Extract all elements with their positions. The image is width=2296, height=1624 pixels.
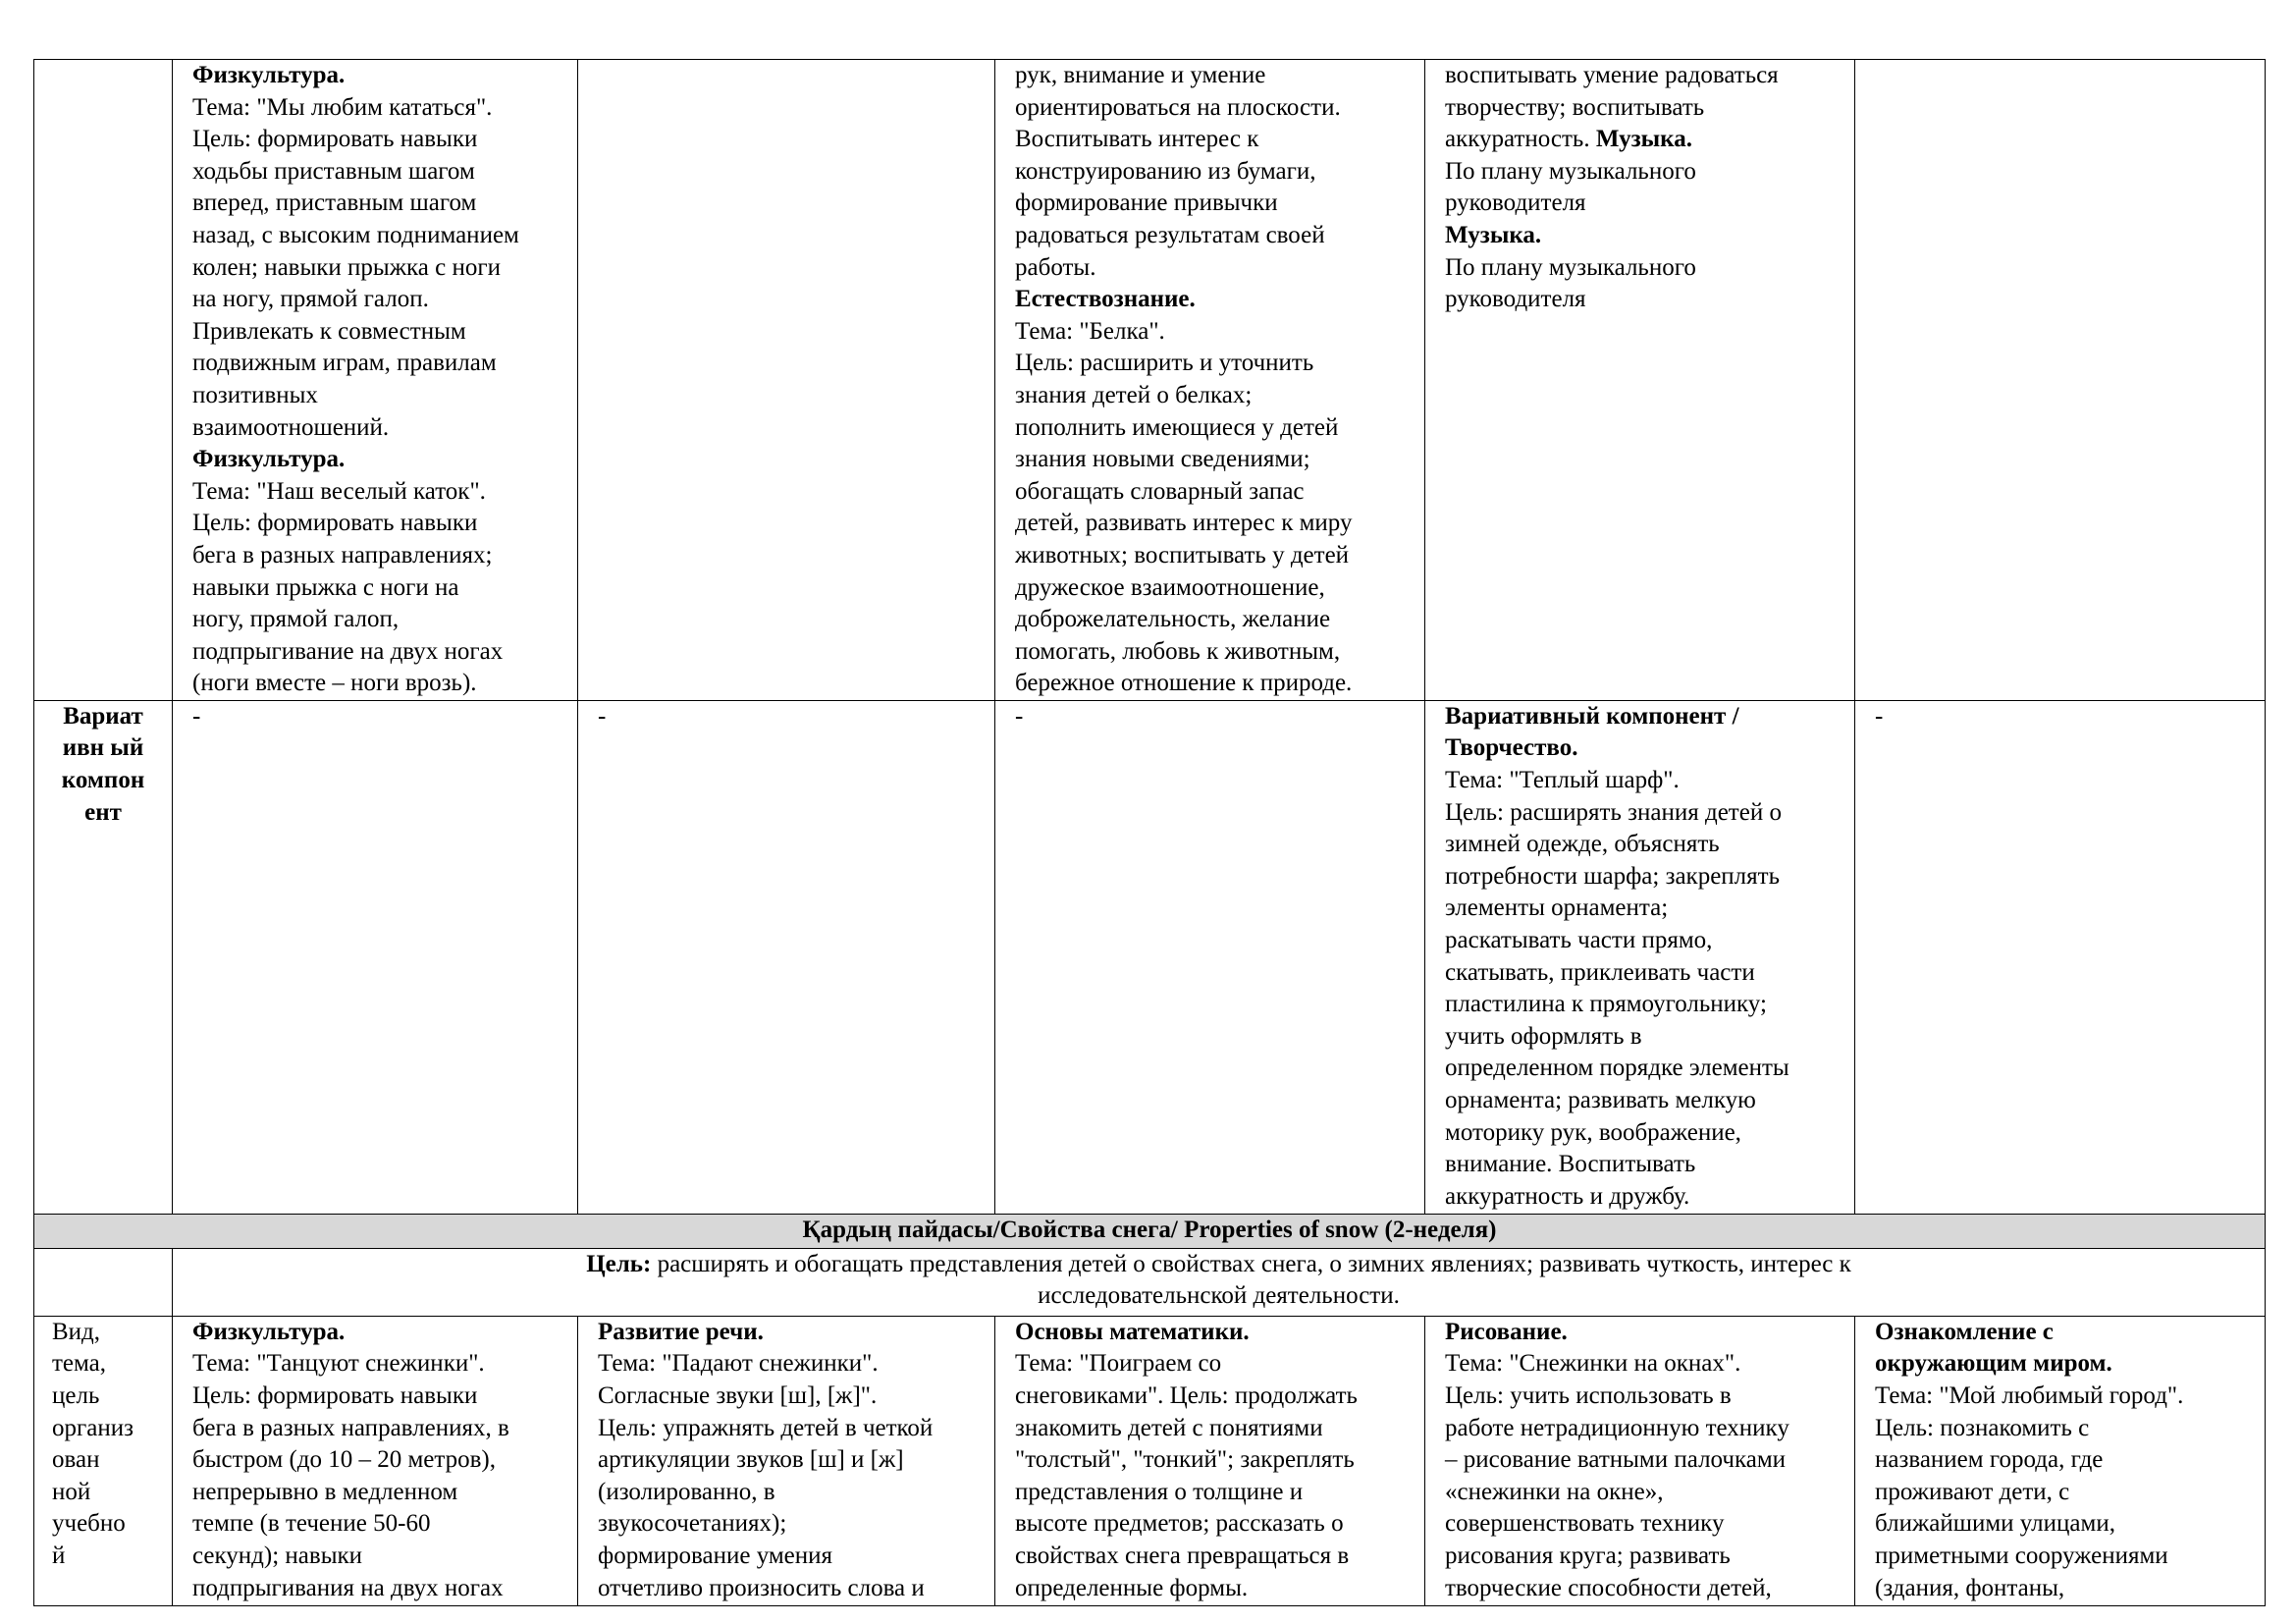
cell-variative-col1: - <box>173 700 578 1214</box>
continuation-row <box>34 60 2266 701</box>
cell-line: подвижным играм, правилам <box>192 350 497 377</box>
cell-line: работе нетрадиционную технику <box>1445 1414 1789 1441</box>
cell-line: вперед, приставным шагом <box>192 189 477 217</box>
cell-text-run: аккуратность. <box>1445 126 1596 153</box>
cell-line: Привлекать к совместным <box>192 317 466 345</box>
row-label-variative <box>34 700 173 1214</box>
goal-row <box>34 1248 2266 1316</box>
cell-line: Вариативный компонент / <box>1445 702 1739 730</box>
cell-line: Тема: "Снежинки на окнах". <box>1445 1350 1741 1378</box>
cell-line: ногу, прямой галоп, <box>192 606 400 633</box>
cell-line: формирование привычки <box>1015 189 1278 217</box>
cell-line: Тема: "Белка". <box>1015 317 1165 345</box>
cell-line: Физкультура. <box>192 1318 346 1345</box>
cell-variative-col4 <box>1425 700 1855 1214</box>
cell-text-run: По плану музыкального <box>1445 253 1696 281</box>
week-header: Қардың пайдасы/Свойства снега/ Properties of snow (2-неделя) <box>34 1214 2266 1248</box>
cell-line: (ноги вместе – ноги врозь). <box>192 670 477 697</box>
cell-line: Физкультура. <box>192 62 346 88</box>
cell-line: радоваться результатам своей <box>1015 221 1325 248</box>
cell-line: приметными сооружениями <box>1875 1543 2168 1570</box>
goal-line-2: исследовательнской деятельности. <box>1038 1282 1400 1310</box>
cell-line: знания детей о белках; <box>1015 381 1253 408</box>
cell-variative-col3: - <box>995 700 1425 1214</box>
cell-line: потребности шарфа; закреплять <box>1445 862 1780 890</box>
cell-continuation-col1 <box>173 60 578 701</box>
row-label-activities <box>34 1316 173 1605</box>
cell-line: свойствах снега превращаться в <box>1015 1543 1350 1570</box>
cell-line: внимание. Воспитывать <box>1445 1151 1696 1178</box>
cell-line: элементы орнамента; <box>1445 894 1669 922</box>
cell-line: Цель: упражнять детей в четкой <box>598 1414 934 1441</box>
cell-line: Цель: расширить и уточнить <box>1015 350 1314 377</box>
cell-line: непрерывно в медленном <box>192 1478 458 1505</box>
cell-line: орнамента; развивать мелкую <box>1445 1087 1756 1113</box>
cell-line: зимней одежде, объяснять <box>1445 831 1720 858</box>
cell-line <box>1445 188 1842 220</box>
cell-variative-col2: - <box>578 700 995 1214</box>
cell-line: бега в разных направлениях, в <box>192 1414 509 1441</box>
cell-line: творческие способности детей, <box>1445 1574 1772 1601</box>
cell-line: Естествознание. <box>1015 286 1196 313</box>
cell-line: обогащать словарный запас <box>1015 477 1305 505</box>
cell-line: Воспитывать интерес к <box>1015 126 1259 153</box>
cell-line: отчетливо произносить слова и <box>598 1574 925 1601</box>
cell-line: знания новыми сведениями; <box>1015 446 1310 473</box>
cell-continuation-col3 <box>995 60 1425 701</box>
cell-line: Тема: "Мы любим кататься". <box>192 93 493 121</box>
cell-activities-col1 <box>173 1316 578 1605</box>
cell-activities-col5 <box>1855 1316 2266 1605</box>
cell-line: определенные формы. <box>1015 1574 1249 1601</box>
goal-label: Цель: <box>586 1250 652 1277</box>
cell-line: представления о толщине и <box>1015 1478 1304 1505</box>
goal-label-empty <box>34 1248 173 1316</box>
cell-continuation-col2 <box>578 60 995 701</box>
cell-line: окружающим миром. <box>1875 1350 2112 1378</box>
cell-text-run: Музыка. <box>1595 126 1692 153</box>
cell-line: детей, развивать интерес к миру <box>1015 510 1353 537</box>
cell-line: звукосочетаниях); <box>598 1510 787 1538</box>
cell-line: формирование умения <box>598 1543 833 1570</box>
cell-line: бега в разных направлениях; <box>192 541 493 568</box>
cell-line <box>1445 252 1842 285</box>
cell-line: Цель: формировать навыки <box>192 126 478 153</box>
cell-line: секунд); навыки <box>192 1543 363 1570</box>
row-label-line: ной <box>52 1478 91 1505</box>
cell-line: совершенствовать технику <box>1445 1510 1725 1538</box>
weekly-plan-table <box>33 59 2266 1606</box>
cell-line: артикуляции звуков [ш] и [ж] <box>598 1446 904 1474</box>
cell-line: колен; навыки прыжка с ноги <box>192 253 501 281</box>
row-label-line: цель <box>52 1382 100 1410</box>
cell-text-run: руководителя <box>1445 189 1586 217</box>
cell-line <box>1445 124 1842 156</box>
cell-line: определенном порядке элементы <box>1445 1055 1789 1082</box>
row-label-line: й <box>52 1543 66 1570</box>
cell-line: животных; воспитывать у детей <box>1015 541 1350 568</box>
cell-line: Рисование. <box>1445 1318 1568 1345</box>
cell-line: взаимоотношений. <box>192 413 390 441</box>
cell-continuation-col4 <box>1425 60 1855 701</box>
cell-line: "толстый", "тонкий"; закреплять <box>1015 1446 1355 1474</box>
cell-line: позитивных <box>192 381 318 408</box>
cell-line: – рисование ватными палочками <box>1445 1446 1787 1474</box>
cell-line: учить оформлять в <box>1445 1022 1642 1050</box>
cell-line: «снежинки на окне», <box>1445 1478 1664 1505</box>
cell-line: Развитие речи. <box>598 1318 764 1345</box>
cell-line <box>1445 92 1842 125</box>
cell-line: названием города, где <box>1875 1446 2104 1474</box>
row-label-line: тема, <box>52 1350 107 1378</box>
cell-line: Цель: формировать навыки <box>192 510 478 537</box>
cell-line: снеговиками". Цель: продолжать <box>1015 1382 1358 1410</box>
cell-line <box>1445 156 1842 189</box>
cell-line: Творчество. <box>1445 734 1578 762</box>
cell-activities-col2 <box>578 1316 995 1605</box>
cell-line: дружеское взаимоотношение, <box>1015 573 1325 601</box>
row-label-line: Вид, <box>52 1318 101 1345</box>
cell-line: моторику рук, воображение, <box>1445 1118 1741 1146</box>
cell-line: высоте предметов; рассказать о <box>1015 1510 1344 1538</box>
cell-line: проживают дети, с <box>1875 1478 2070 1505</box>
cell-line: подпрыгивание на двух ногах <box>192 637 504 665</box>
cell-line: Ознакомление с <box>1875 1318 2054 1345</box>
cell-line: рисования круга; развивать <box>1445 1543 1731 1570</box>
row-label-empty <box>34 60 173 701</box>
cell-line: на ногу, прямой галоп. <box>192 286 429 313</box>
cell-line: скатывать, приклеивать части <box>1445 958 1755 986</box>
cell-line: Основы математики. <box>1015 1318 1250 1345</box>
cell-line: темпе (в течение 50-60 <box>192 1510 431 1538</box>
cell-line: ходьбы приставным шагом <box>192 157 475 185</box>
cell-variative-col5: - <box>1855 700 2266 1214</box>
cell-line: (изолированно, в <box>598 1478 775 1505</box>
cell-activities-col4 <box>1425 1316 1855 1605</box>
row-label-line: ент <box>84 798 122 826</box>
cell-text-run: Музыка. <box>1445 221 1542 248</box>
cell-text-run: творчеству; воспитывать <box>1445 93 1705 121</box>
cell-line: ориентироваться на плоскости. <box>1015 93 1341 121</box>
activities-row <box>34 1316 2266 1605</box>
cell-line: Цель: расширять знания детей о <box>1445 798 1782 826</box>
goal-line-1: расширять и обогащать представления детей о свойствах снега, о зимних явлениях; развивать чуткость, интерес к <box>651 1250 1851 1277</box>
cell-line: (здания, фонтаны, <box>1875 1574 2065 1601</box>
cell-line: Тема: "Поиграем со <box>1015 1350 1222 1378</box>
cell-line: назад, с высоким подниманием <box>192 221 519 248</box>
variative-row <box>34 700 2266 1214</box>
cell-line <box>1445 220 1842 252</box>
cell-line: конструированию из бумаги, <box>1015 157 1316 185</box>
cell-line: ближайшими улицами, <box>1875 1510 2115 1538</box>
goal-text <box>173 1248 2266 1316</box>
cell-line: Тема: "Танцуют снежинки". <box>192 1350 485 1378</box>
cell-line: работы. <box>1015 253 1096 281</box>
cell-line: Согласные звуки [ш], [ж]". <box>598 1382 878 1410</box>
cell-line: Цель: познакомить с <box>1875 1414 2090 1441</box>
cell-text-run: воспитывать умение радоваться <box>1445 62 1779 88</box>
cell-line: Тема: "Мой любимый город". <box>1875 1382 2184 1410</box>
cell-line: помогать, любовь к животным, <box>1015 637 1341 665</box>
cell-line: пополнить имеющиеся у детей <box>1015 413 1339 441</box>
cell-continuation-col5 <box>1855 60 2266 701</box>
cell-activities-col3 <box>995 1316 1425 1605</box>
cell-line: Физкультура. <box>192 446 346 473</box>
cell-line <box>1445 284 1842 316</box>
row-label-line: ивн ый <box>62 734 144 762</box>
row-label-line: компон <box>61 767 145 794</box>
cell-line <box>1445 60 1842 92</box>
cell-text-run: По плану музыкального <box>1445 157 1696 185</box>
row-label-line: учебно <box>52 1510 126 1538</box>
cell-line: бережное отношение к природе. <box>1015 670 1353 697</box>
cell-line: знакомить детей с понятиями <box>1015 1414 1323 1441</box>
cell-line: подпрыгивания на двух ногах <box>192 1574 504 1601</box>
cell-line: пластилина к прямоугольнику; <box>1445 991 1767 1018</box>
cell-line: доброжелательность, желание <box>1015 606 1331 633</box>
cell-text-run: руководителя <box>1445 286 1586 313</box>
row-label-line: Вариат <box>63 702 143 730</box>
week-header-row <box>34 1214 2266 1248</box>
cell-line: навыки прыжка с ноги на <box>192 573 459 601</box>
row-label-line: организ <box>52 1414 133 1441</box>
cell-line: Тема: "Теплый шарф". <box>1445 767 1680 794</box>
cell-line: Тема: "Наш веселый каток". <box>192 477 486 505</box>
row-label-line: ован <box>52 1446 100 1474</box>
cell-line: Цель: учить использовать в <box>1445 1382 1732 1410</box>
cell-line: быстром (до 10 – 20 метров), <box>192 1446 497 1474</box>
cell-line: аккуратность и дружбу. <box>1445 1182 1690 1210</box>
cell-line: Тема: "Падают снежинки". <box>598 1350 879 1378</box>
cell-line: Цель: формировать навыки <box>192 1382 478 1410</box>
cell-line: раскатывать части прямо, <box>1445 927 1713 954</box>
cell-line: рук, внимание и умение <box>1015 62 1266 88</box>
